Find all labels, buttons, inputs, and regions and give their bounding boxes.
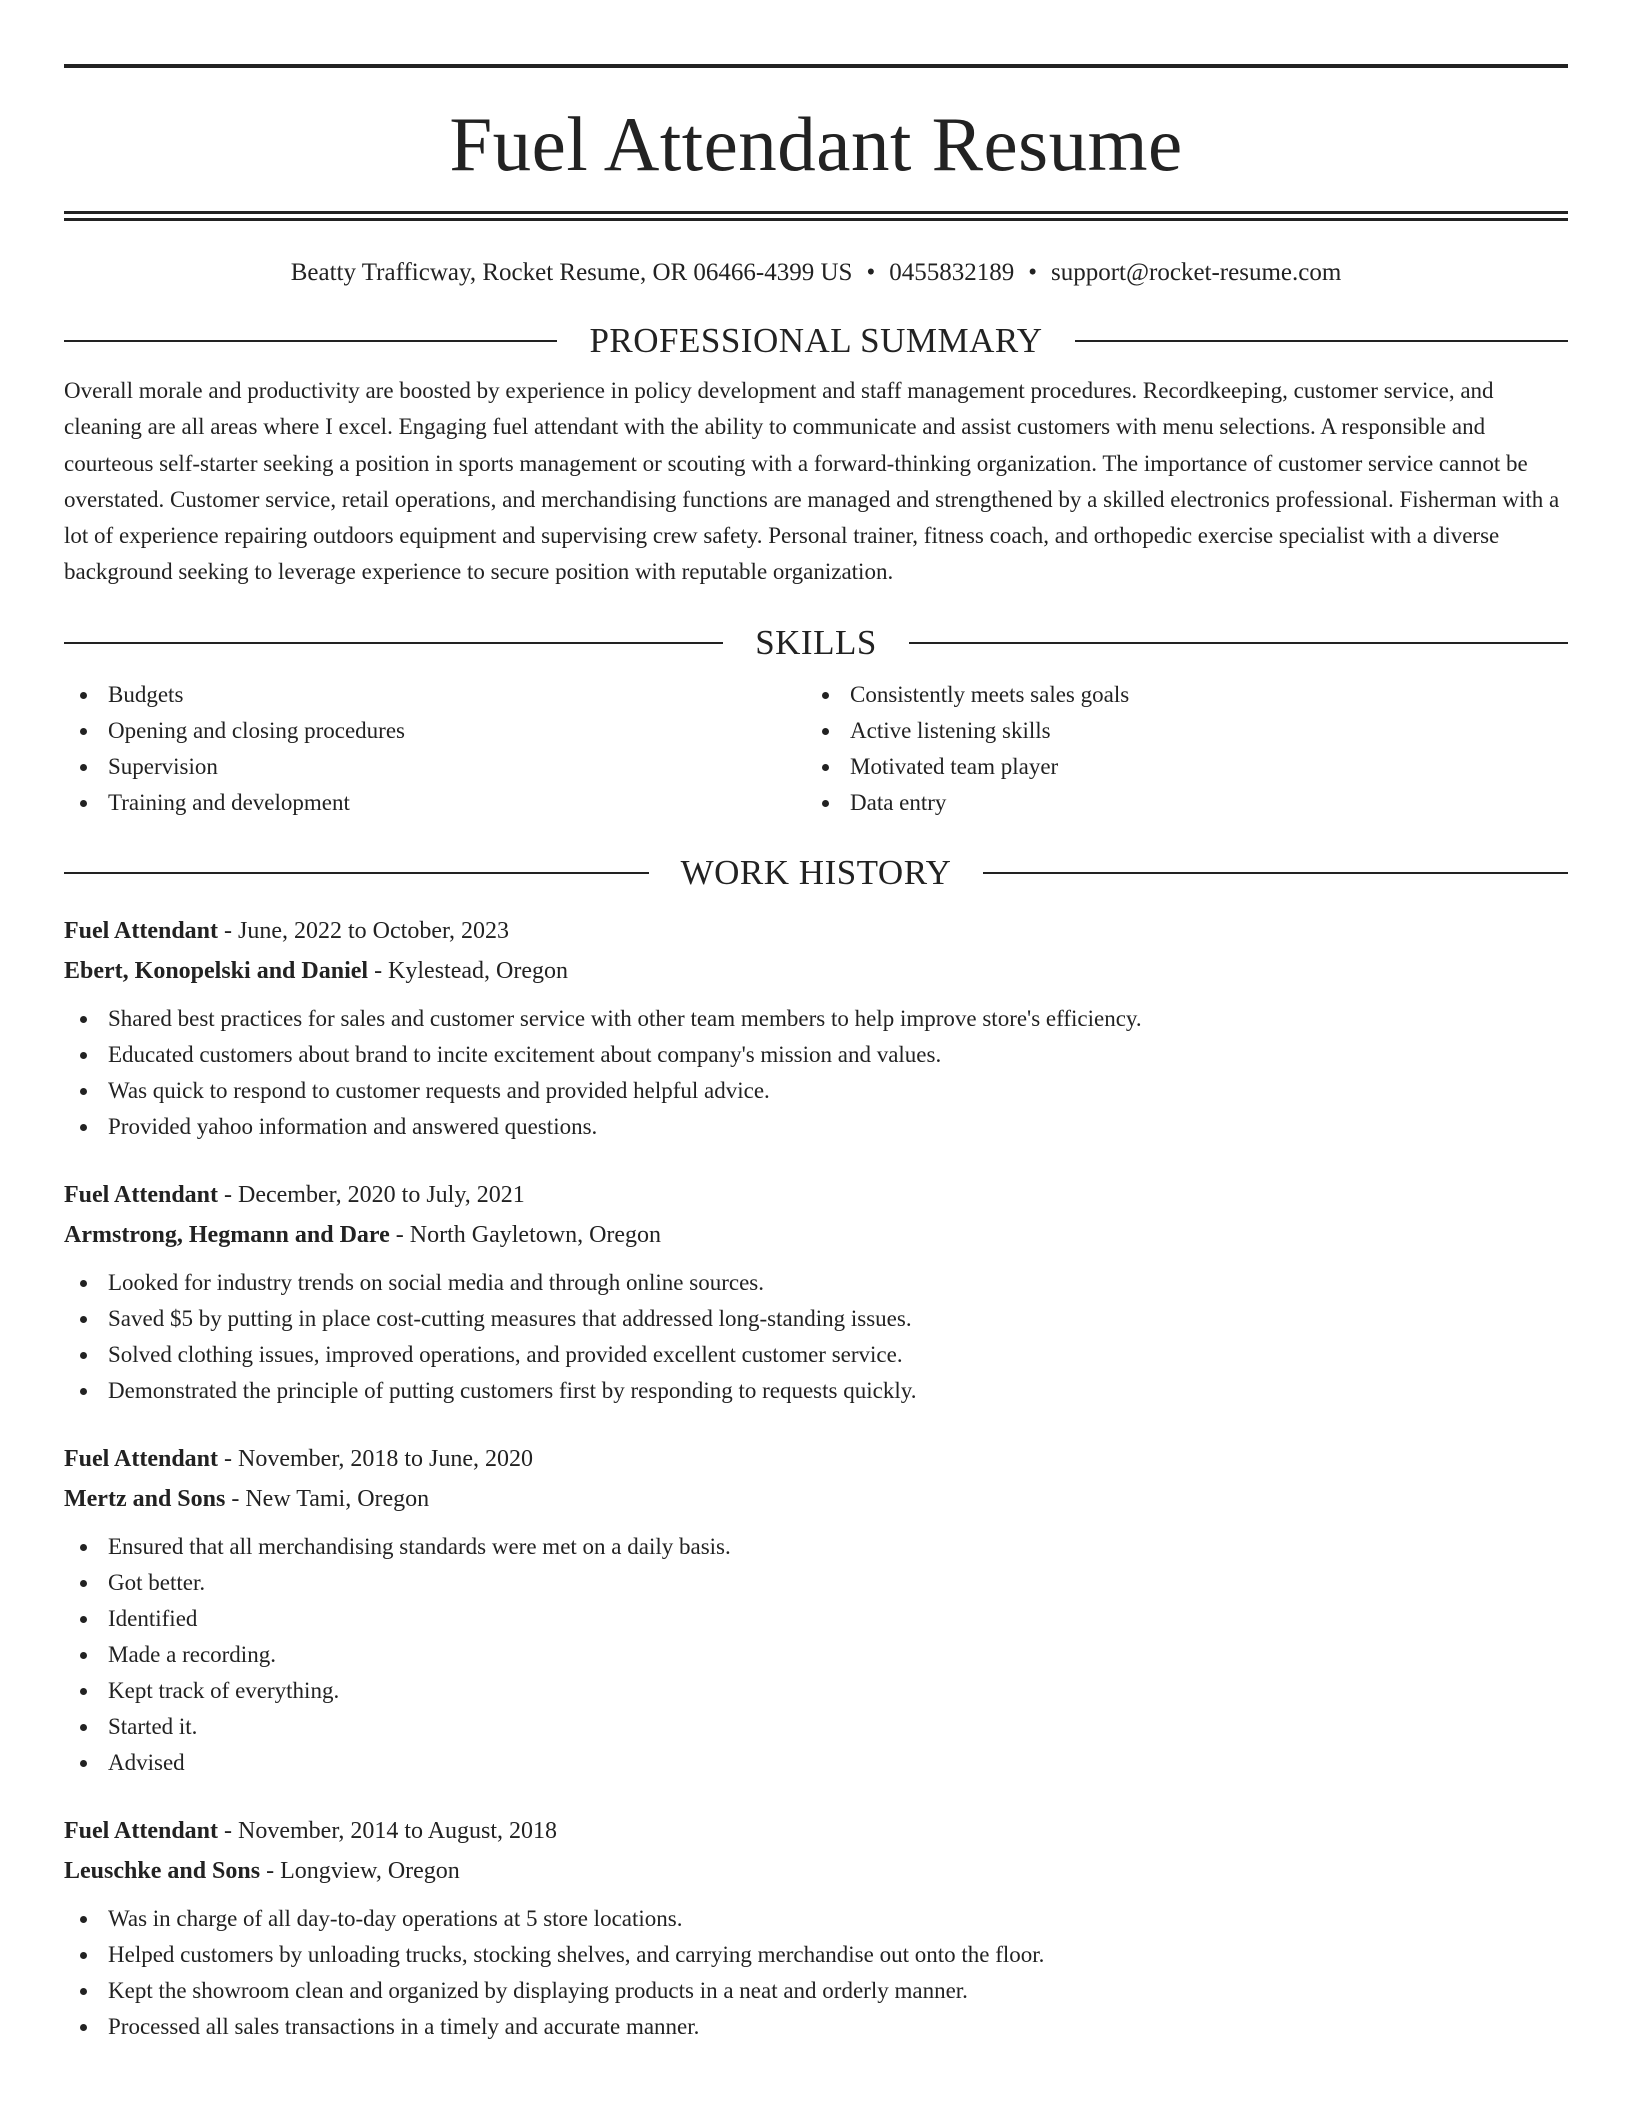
job-bullet: Ensured that all merchandising standards were met on a daily basis. xyxy=(64,1529,1568,1565)
job-company: Leuschke and Sons xyxy=(64,1857,261,1884)
title-double-rule xyxy=(64,211,1568,221)
heading-rule-left xyxy=(64,340,557,342)
job-bullet: Shared best practices for sales and customer service with other team members to help improve store's efficiency. xyxy=(64,1001,1568,1037)
job-title: Fuel Attendant xyxy=(64,1817,219,1844)
job-bullets xyxy=(64,1529,1568,1781)
job-bullet: Helped customers by unloading trucks, stocking shelves, and carrying merchandise out onto the floor. xyxy=(64,1937,1568,1973)
resume-title: Fuel Attendant Resume xyxy=(449,101,1183,187)
job-bullet: Advised xyxy=(64,1745,1568,1781)
skill-item: Active listening skills xyxy=(806,713,1548,749)
job-company-line xyxy=(64,1215,1568,1255)
job-company: Mertz and Sons xyxy=(64,1485,226,1512)
job-entry xyxy=(64,1811,1568,2045)
resume-page xyxy=(64,64,1568,2045)
job-company-line xyxy=(64,1479,1568,1519)
skill-item: Budgets xyxy=(64,677,806,713)
job-company: Ebert, Konopelski and Daniel xyxy=(64,957,369,984)
job-title-line xyxy=(64,1175,1568,1215)
heading-rule-right xyxy=(983,872,1568,874)
job-dates: - June, 2022 to October, 2023 xyxy=(218,917,510,944)
job-dates: - December, 2020 to July, 2021 xyxy=(218,1181,525,1208)
job-title: Fuel Attendant xyxy=(64,1181,219,1208)
job-bullet: Kept the showroom clean and organized by displaying products in a neat and orderly manner. xyxy=(64,1973,1568,2009)
job-company-line xyxy=(64,951,1568,991)
job-bullets xyxy=(64,1001,1568,1145)
job-location: - North Gayletown, Oregon xyxy=(389,1221,662,1248)
job-title: Fuel Attendant xyxy=(64,1445,219,1472)
job-bullet: Looked for industry trends on social media and through online sources. xyxy=(64,1265,1568,1301)
skills-list xyxy=(64,677,1568,821)
job-bullet: Started it. xyxy=(64,1709,1568,1745)
job-title-line xyxy=(64,1439,1568,1479)
summary-heading: PROFESSIONAL SUMMARY xyxy=(589,321,1043,360)
job-bullet: Got better. xyxy=(64,1565,1568,1601)
job-title-line xyxy=(64,911,1568,951)
job-bullets xyxy=(64,1265,1568,1409)
contact-address: Beatty Trafficway, Rocket Resume, OR 06466-4399 US xyxy=(290,259,853,286)
job-location: - Longview, Oregon xyxy=(260,1857,460,1884)
summary-text: Overall morale and productivity are boosted by experience in policy development and staff management procedures. Recordkeeping, customer service, and cleaning are all areas where I excel. Engaging fuel attendant with the ability to communicate and assist customers with menu selections. A responsible and courteous self-starter seeking a position in sports management or scouting with a forward-thinking organization. The importance of customer service cannot be overstated. Customer service, retail operations, and merchandising functions are managed and strengthened by a skilled electronics professional. Fisherman with a lot of experience repairing outdoors equipment and supervising crew safety. Personal trainer, fitness coach, and orthopedic exercise specialist with a diverse background seeking to leverage experience to secure position with reputable organization. xyxy=(64,378,1560,585)
job-entry xyxy=(64,911,1568,1145)
job-bullet: Processed all sales transactions in a timely and accurate manner. xyxy=(64,2009,1568,2045)
heading-rule-right xyxy=(909,642,1568,644)
skill-item: Consistently meets sales goals xyxy=(806,677,1548,713)
job-company: Armstrong, Hegmann and Dare xyxy=(64,1221,390,1248)
job-bullets xyxy=(64,1901,1568,2045)
job-bullet: Identified xyxy=(64,1601,1568,1637)
skill-item: Training and development xyxy=(64,785,806,821)
skills-column-left xyxy=(64,677,806,821)
job-bullet: Made a recording. xyxy=(64,1637,1568,1673)
heading-rule-left xyxy=(64,872,649,874)
skills-column-right xyxy=(806,677,1548,821)
skill-item: Data entry xyxy=(806,785,1548,821)
heading-rule-left xyxy=(64,642,723,644)
contact-separator: • xyxy=(866,259,876,286)
job-location: - Kylestead, Oregon xyxy=(368,957,568,984)
skill-item: Supervision xyxy=(64,749,806,785)
job-entry xyxy=(64,1175,1568,1409)
contact-line xyxy=(64,257,1568,289)
job-title-line xyxy=(64,1811,1568,1851)
job-bullet: Was quick to respond to customer requests and provided helpful advice. xyxy=(64,1073,1568,1109)
job-dates: - November, 2014 to August, 2018 xyxy=(218,1817,558,1844)
work-section-heading xyxy=(64,851,1568,895)
skill-item: Motivated team player xyxy=(806,749,1548,785)
job-location: - New Tami, Oregon xyxy=(225,1485,430,1512)
contact-separator: • xyxy=(1028,259,1037,286)
job-bullet: Kept track of everything. xyxy=(64,1673,1568,1709)
skill-item: Opening and closing procedures xyxy=(64,713,806,749)
skills-section-heading xyxy=(64,621,1568,665)
job-bullet: Solved clothing issues, improved operations, and provided excellent customer service. xyxy=(64,1337,1568,1373)
job-title: Fuel Attendant xyxy=(64,917,219,944)
job-bullet: Provided yahoo information and answered questions. xyxy=(64,1109,1568,1145)
contact-email: support@rocket-resume.com xyxy=(1051,259,1342,286)
job-bullet: Demonstrated the principle of putting customers first by responding to requests quickly. xyxy=(64,1373,1568,1409)
work-heading: WORK HISTORY xyxy=(680,852,952,892)
skills-heading: SKILLS xyxy=(755,622,877,662)
job-bullet: Was in charge of all day-to-day operations at 5 store locations. xyxy=(64,1901,1568,1937)
job-bullet: Educated customers about brand to incite excitement about company's mission and values. xyxy=(64,1037,1568,1073)
job-entry xyxy=(64,1439,1568,1781)
contact-phone: 0455832189 xyxy=(889,259,1015,286)
job-company-line xyxy=(64,1851,1568,1891)
summary-section-heading xyxy=(64,319,1568,363)
heading-rule-right xyxy=(1075,340,1568,342)
top-rule xyxy=(64,64,1568,68)
job-bullet: Saved $5 by putting in place cost-cutting measures that addressed long-standing issues. xyxy=(64,1301,1568,1337)
job-dates: - November, 2018 to June, 2020 xyxy=(218,1445,534,1472)
